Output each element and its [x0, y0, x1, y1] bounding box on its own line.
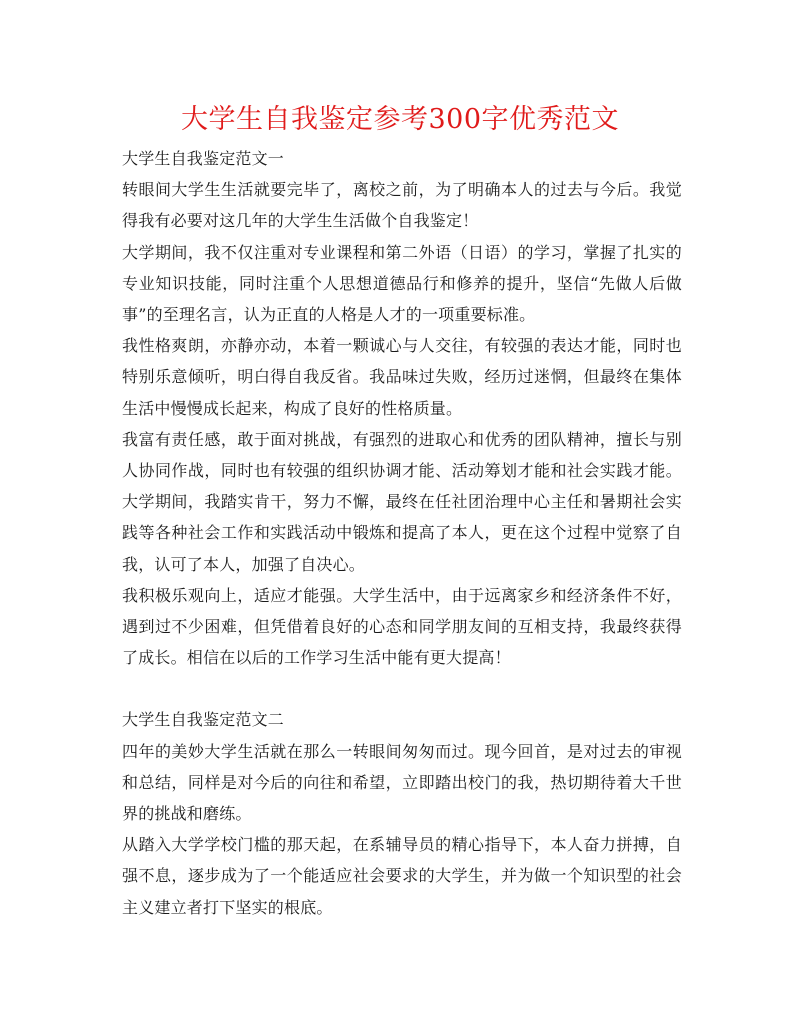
paragraph: 我积极乐观向上，适应才能强。大学生活中，由于远离家乡和经济条件不好，遇到过不少困难，但凭借着良好的心态和同学朋友间的互相支持，我最终获得了成长。相信在以后的工作学习生活中能有更大提高！ — [122, 585, 682, 668]
paragraph: 大学期间，我不仅注重对专业课程和第二外语（日语）的学习，掌握了扎实的专业知识技能，同时注重个人思想道德品行和修养的提升，坚信“先做人后做事”的至理名言，认为正直的人格是人才的一项重要标准。 — [122, 242, 682, 325]
section-heading: 大学生自我鉴定范文二 — [122, 710, 285, 730]
paragraph: 从踏入大学学校门槛的那天起，在系辅导员的精心指导下，本人奋力拼搏，自强不息，逐步成为了一个能适应社会要求的大学生，并为做一个知识型的社会主义建立者打下坚实的根底。 — [122, 835, 682, 917]
paragraph: 转眼间大学生生活就要完毕了，离校之前，为了明确本人的过去与今后。我觉得我有必要对这几年的大学生生活做个自我鉴定！ — [122, 180, 682, 231]
section-heading: 大学生自我鉴定范文一 — [122, 149, 285, 168]
section-spacer — [122, 673, 682, 704]
paragraph: 四年的美妙大学生活就在那么一转眼间匆匆而过。现今回首，是对过去的审视和总结，同样是对今后的向往和希望，立即踏出校门的我，热切期待着大千世界的挑战和磨练。 — [122, 741, 682, 824]
document-body — [122, 143, 682, 923]
paragraph: 我富有责任感，敢于面对挑战，有强烈的进取心和优秀的团队精神，擅长与别人协同作战，同时也有较强的组织协调才能、活动筹划才能和社会实践才能。大学期间，我踏实肯干，努力不懈，最终在任社团治理中心主任和暑期社会实践等各种社会工作和实践活动中锻炼和提高了本人，更在这个过程中觉察了自我，认可了本人，加强了自决心。 — [122, 429, 682, 574]
document-title: 大学生自我鉴定参考300字优秀范文 — [180, 104, 620, 135]
paragraph: 我性格爽朗，亦静亦动，本着一颗诚心与人交往，有较强的表达才能，同时也特别乐意倾听，明白得自我反省。我品味过失败，经历过迷惘，但最终在集体生活中慢慢成长起来，构成了良好的性格质量。 — [122, 336, 682, 418]
